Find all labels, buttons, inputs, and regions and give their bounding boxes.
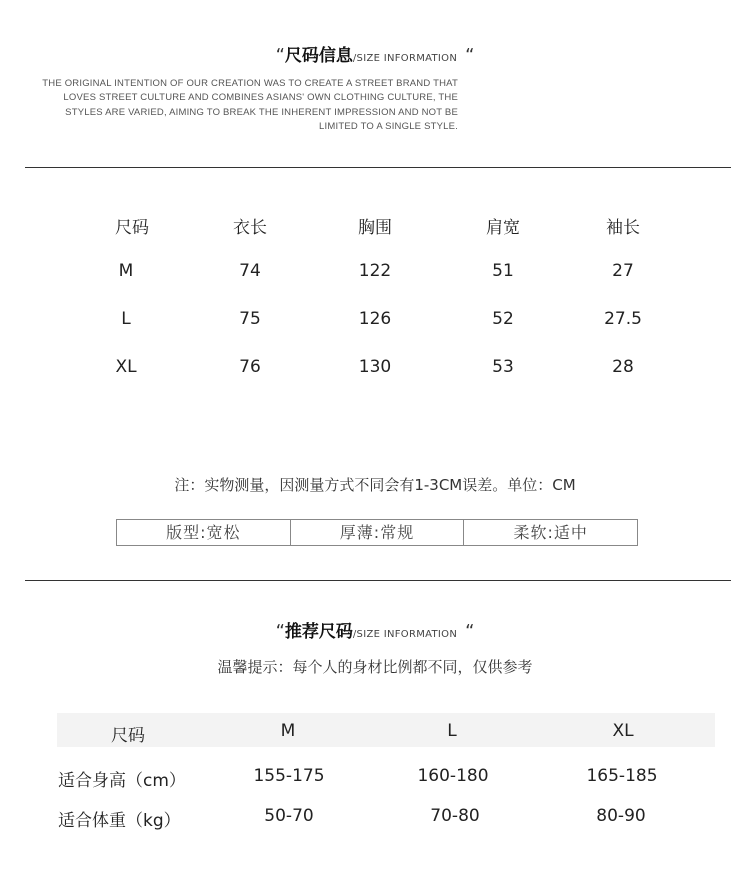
intro-line: STYLES ARE VARIED, AIMING TO BREAK THE INHERENT IMPRESSION AND NOT BE xyxy=(65,106,458,118)
fit-attributes xyxy=(116,519,638,546)
fit-thickness: 厚薄:常规 xyxy=(290,520,464,545)
recommend-title-cn: 推荐尺码 xyxy=(284,622,353,642)
recommend-row-label: 适合体重（kg） xyxy=(58,811,181,831)
table-cell: 122 xyxy=(358,261,392,281)
table-header: 袖长 xyxy=(606,218,640,238)
recommend-cell: 160-180 xyxy=(417,766,489,786)
divider-middle xyxy=(25,580,731,581)
table-header: 胸围 xyxy=(358,218,392,238)
table-cell: 51 xyxy=(492,261,514,281)
recommend-header: 尺码 xyxy=(111,726,145,746)
fit-style: 版型:宽松 xyxy=(166,523,241,542)
recommend-header: M xyxy=(280,721,296,741)
table-header: 肩宽 xyxy=(486,218,520,238)
size-info-title-cn: 尺码信息 xyxy=(284,46,353,66)
table-cell: 27 xyxy=(612,261,634,281)
size-info-title-en: /SIZE INFORMATION xyxy=(352,53,458,64)
recommend-cell: 165-185 xyxy=(586,766,658,786)
table-cell: 126 xyxy=(358,309,392,329)
quote-open: “ xyxy=(275,621,285,642)
table-cell: 76 xyxy=(239,357,261,377)
recommend-cell: 50-70 xyxy=(264,806,314,826)
recommend-cell: 70-80 xyxy=(430,806,480,826)
reference-tip: 温馨提示：每个人的身材比例都不同，仅供参考 xyxy=(217,658,533,676)
measurement-note: 注：实物测量，因测量方式不同会有1-3CM误差。单位：CM xyxy=(174,476,576,494)
quote-open: “ xyxy=(275,45,285,66)
recommend-cell: 80-90 xyxy=(596,806,646,826)
intro-line: LOVES STREET CULTURE AND COMBINES ASIANS' OWN CLOTHING CULTURE, THE xyxy=(63,92,458,104)
recommend-row-label: 适合身高（cm） xyxy=(58,771,186,791)
intro-line: THE ORIGINAL INTENTION OF OUR CREATION WAS TO CREATE A STREET BRAND THAT xyxy=(42,78,458,89)
table-cell: XL xyxy=(115,357,137,377)
table-header: 衣长 xyxy=(233,218,267,238)
table-cell: L xyxy=(121,309,131,329)
quote-close: “ xyxy=(465,45,475,66)
recommend-header: L xyxy=(447,721,457,741)
table-cell: 27.5 xyxy=(604,309,642,329)
recommend-title-en: /SIZE INFORMATION xyxy=(352,629,458,640)
quote-close: “ xyxy=(465,621,475,642)
table-header: 尺码 xyxy=(115,218,149,238)
intro-line: LIMITED TO A SINGLE STYLE. xyxy=(319,120,458,132)
table-cell: 28 xyxy=(612,357,634,377)
table-cell: 52 xyxy=(492,309,514,329)
recommend-header: XL xyxy=(612,721,634,741)
size-table xyxy=(0,0,750,400)
recommend-cell: 155-175 xyxy=(253,766,325,786)
table-cell: M xyxy=(118,261,134,281)
table-cell: 74 xyxy=(239,261,261,281)
fit-softness: 柔软:适中 xyxy=(463,520,637,545)
table-cell: 130 xyxy=(358,357,392,377)
recommend-title xyxy=(0,617,750,642)
table-cell: 53 xyxy=(492,357,514,377)
table-cell: 75 xyxy=(239,309,261,329)
